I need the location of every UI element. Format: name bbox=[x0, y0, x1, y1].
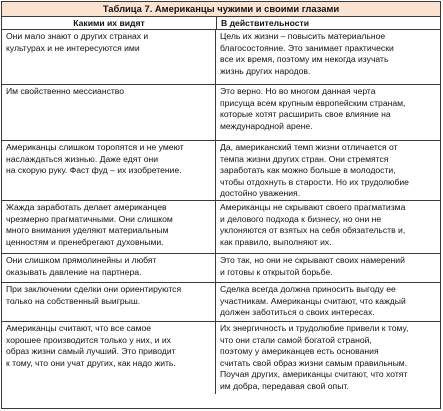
cell-perception: Жажда заработать делает американцев чрезмерно прагматичными. Они слишком много внимания уделяют материальным ценностям и пренебрегают духовными. bbox=[2, 201, 216, 253]
cell-perception: При заключении сделки они ориентируются только на собственный выигрыш. bbox=[2, 283, 216, 321]
cell-reality: Их энергичность и трудолюбие привели к тому, что они стали самой богатой страной, поэтому у американцев есть основания считать свой образ жизни самым правильным. Поучая других, американцы считают, что хотят им добра, передавая свой опыт. bbox=[220, 323, 409, 391]
header-in-reality: В действительности bbox=[221, 18, 309, 28]
cell-perception: Им свойственно мессианство bbox=[2, 85, 216, 140]
cell-perception: Они мало знают о других странах и культурах и не интересуются ими bbox=[2, 30, 216, 84]
cell-reality: Да, американский темп жизни отличается от темпа жизни других стран. Они стремятся заработать как можно больше в молодости, чтобы отдохнуть в старости. Но их трудолюбие достойно уважения. bbox=[220, 142, 409, 199]
cell-reality: Это верно. Но во многом данная черта присуща всем крупным европейским странам, которые хотят расширить свое влияние на международной арене. bbox=[220, 86, 406, 131]
table-row bbox=[2, 201, 440, 254]
cell-perception: Американцы слишком торопятся и не умеют наслаждаться жизнью. Даже едят они на скорую руку. Фаст фуд – их изобретение. bbox=[2, 141, 216, 200]
cell-reality: Цель их жизни – повысить материальное благосостояние. Это занимает практически все их время, поэтому им некогда изучать жизнь других народов. bbox=[220, 31, 394, 76]
cell-reality: Сделка всегда должна приносить выгоду ее участникам. Американцы считают, что каждый должен заботиться о своих интересах. bbox=[220, 284, 406, 318]
table-row bbox=[2, 322, 440, 394]
table-row bbox=[2, 85, 440, 141]
table-row bbox=[2, 283, 440, 322]
header-how-seen: Какими их видят bbox=[2, 17, 217, 29]
table-row bbox=[2, 141, 440, 201]
table-title: Таблица 7. Американцы чужими и своими глазами bbox=[2, 2, 440, 17]
cell-reality: Это так, но они не скрывают своих намерений и готовы к открытой борьбе. bbox=[220, 255, 405, 277]
cell-perception: Американцы считают, что все самое хорошее производится только у них, и их образ жизни самый лучший. Это приводит к тому, что они учат других, как надо жить. bbox=[2, 322, 216, 394]
table-row bbox=[2, 254, 440, 283]
table-row bbox=[2, 30, 440, 85]
table-header-row bbox=[2, 17, 440, 30]
cell-reality: Американцы не скрывают своего прагматизма и делового подхода к бизнесу, но они не уклоняются от взятых на себя обязательств и, как правило, выполняют их. bbox=[220, 202, 406, 247]
comparison-table bbox=[1, 1, 441, 409]
cell-perception: Они слишком прямолинейны и любят оказывать давление на партнера. bbox=[2, 254, 216, 282]
